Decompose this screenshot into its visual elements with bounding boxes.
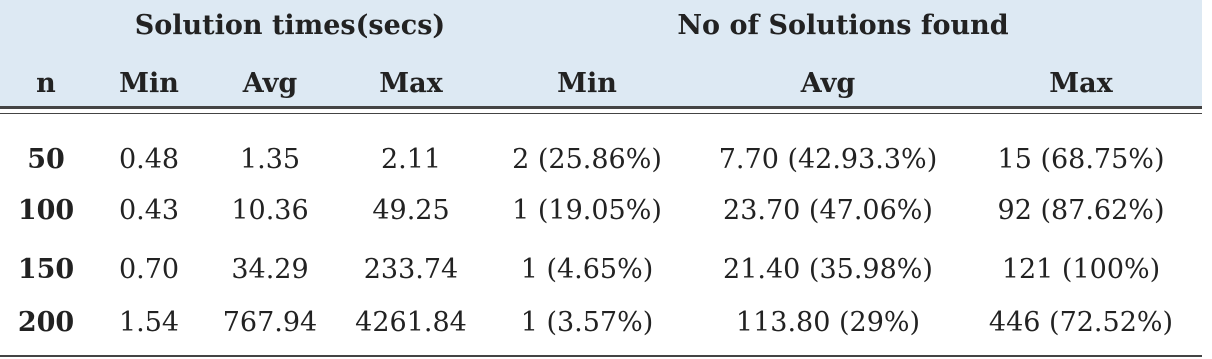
table-cell: 113.80 (29%) bbox=[735, 307, 921, 338]
group-header-solution-times: Solution times(secs) bbox=[134, 10, 446, 41]
column-header-time-max: Max bbox=[379, 68, 443, 99]
table-cell: 15 (68.75%) bbox=[997, 144, 1165, 175]
table-cell: 2 (25.86%) bbox=[512, 144, 662, 175]
column-header-time-min: Min bbox=[119, 68, 179, 99]
table-cell: 0.43 bbox=[118, 195, 180, 226]
table-row-label: 100 bbox=[17, 195, 75, 226]
table-cell: 233.74 bbox=[363, 254, 459, 285]
table-cell: 2.11 bbox=[380, 144, 442, 175]
table-row-label: 50 bbox=[27, 144, 65, 175]
table-cell: 121 (100%) bbox=[1001, 254, 1161, 285]
table-cell: 1.35 bbox=[239, 144, 301, 175]
table-cell: 1.54 bbox=[118, 307, 180, 338]
table-cell: 1 (4.65%) bbox=[520, 254, 654, 285]
column-header-solutions-min: Min bbox=[557, 68, 617, 99]
table-cell: 10.36 bbox=[231, 195, 309, 226]
group-header-solutions-found: No of Solutions found bbox=[677, 10, 1009, 41]
table-cell: 4261.84 bbox=[355, 307, 467, 338]
table-cell: 34.29 bbox=[231, 254, 309, 285]
table-cell: 1 (19.05%) bbox=[512, 195, 662, 226]
table-cell: 23.70 (47.06%) bbox=[723, 195, 933, 226]
header-rule-thin bbox=[0, 113, 1202, 114]
table-cell: 1 (3.57%) bbox=[520, 307, 654, 338]
table-cell: 446 (72.52%) bbox=[988, 307, 1174, 338]
column-header-time-avg: Avg bbox=[242, 68, 298, 99]
table-cell: 21.40 (35.98%) bbox=[723, 254, 933, 285]
table-cell: 767.94 bbox=[222, 307, 318, 338]
table-cell: 49.25 bbox=[372, 195, 450, 226]
table-row-label: 200 bbox=[17, 307, 75, 338]
table-cell: 7.70 (42.93.3%) bbox=[718, 144, 938, 175]
column-header-n: n bbox=[36, 68, 56, 99]
column-header-solutions-max: Max bbox=[1049, 68, 1113, 99]
header-rule-thick bbox=[0, 106, 1202, 109]
column-header-solutions-avg: Avg bbox=[800, 68, 856, 99]
table-cell: 0.70 bbox=[118, 254, 180, 285]
table-cell: 0.48 bbox=[118, 144, 180, 175]
table-bottom-rule bbox=[0, 355, 1202, 357]
table-cell: 92 (87.62%) bbox=[997, 195, 1165, 226]
table-row-label: 150 bbox=[17, 254, 75, 285]
